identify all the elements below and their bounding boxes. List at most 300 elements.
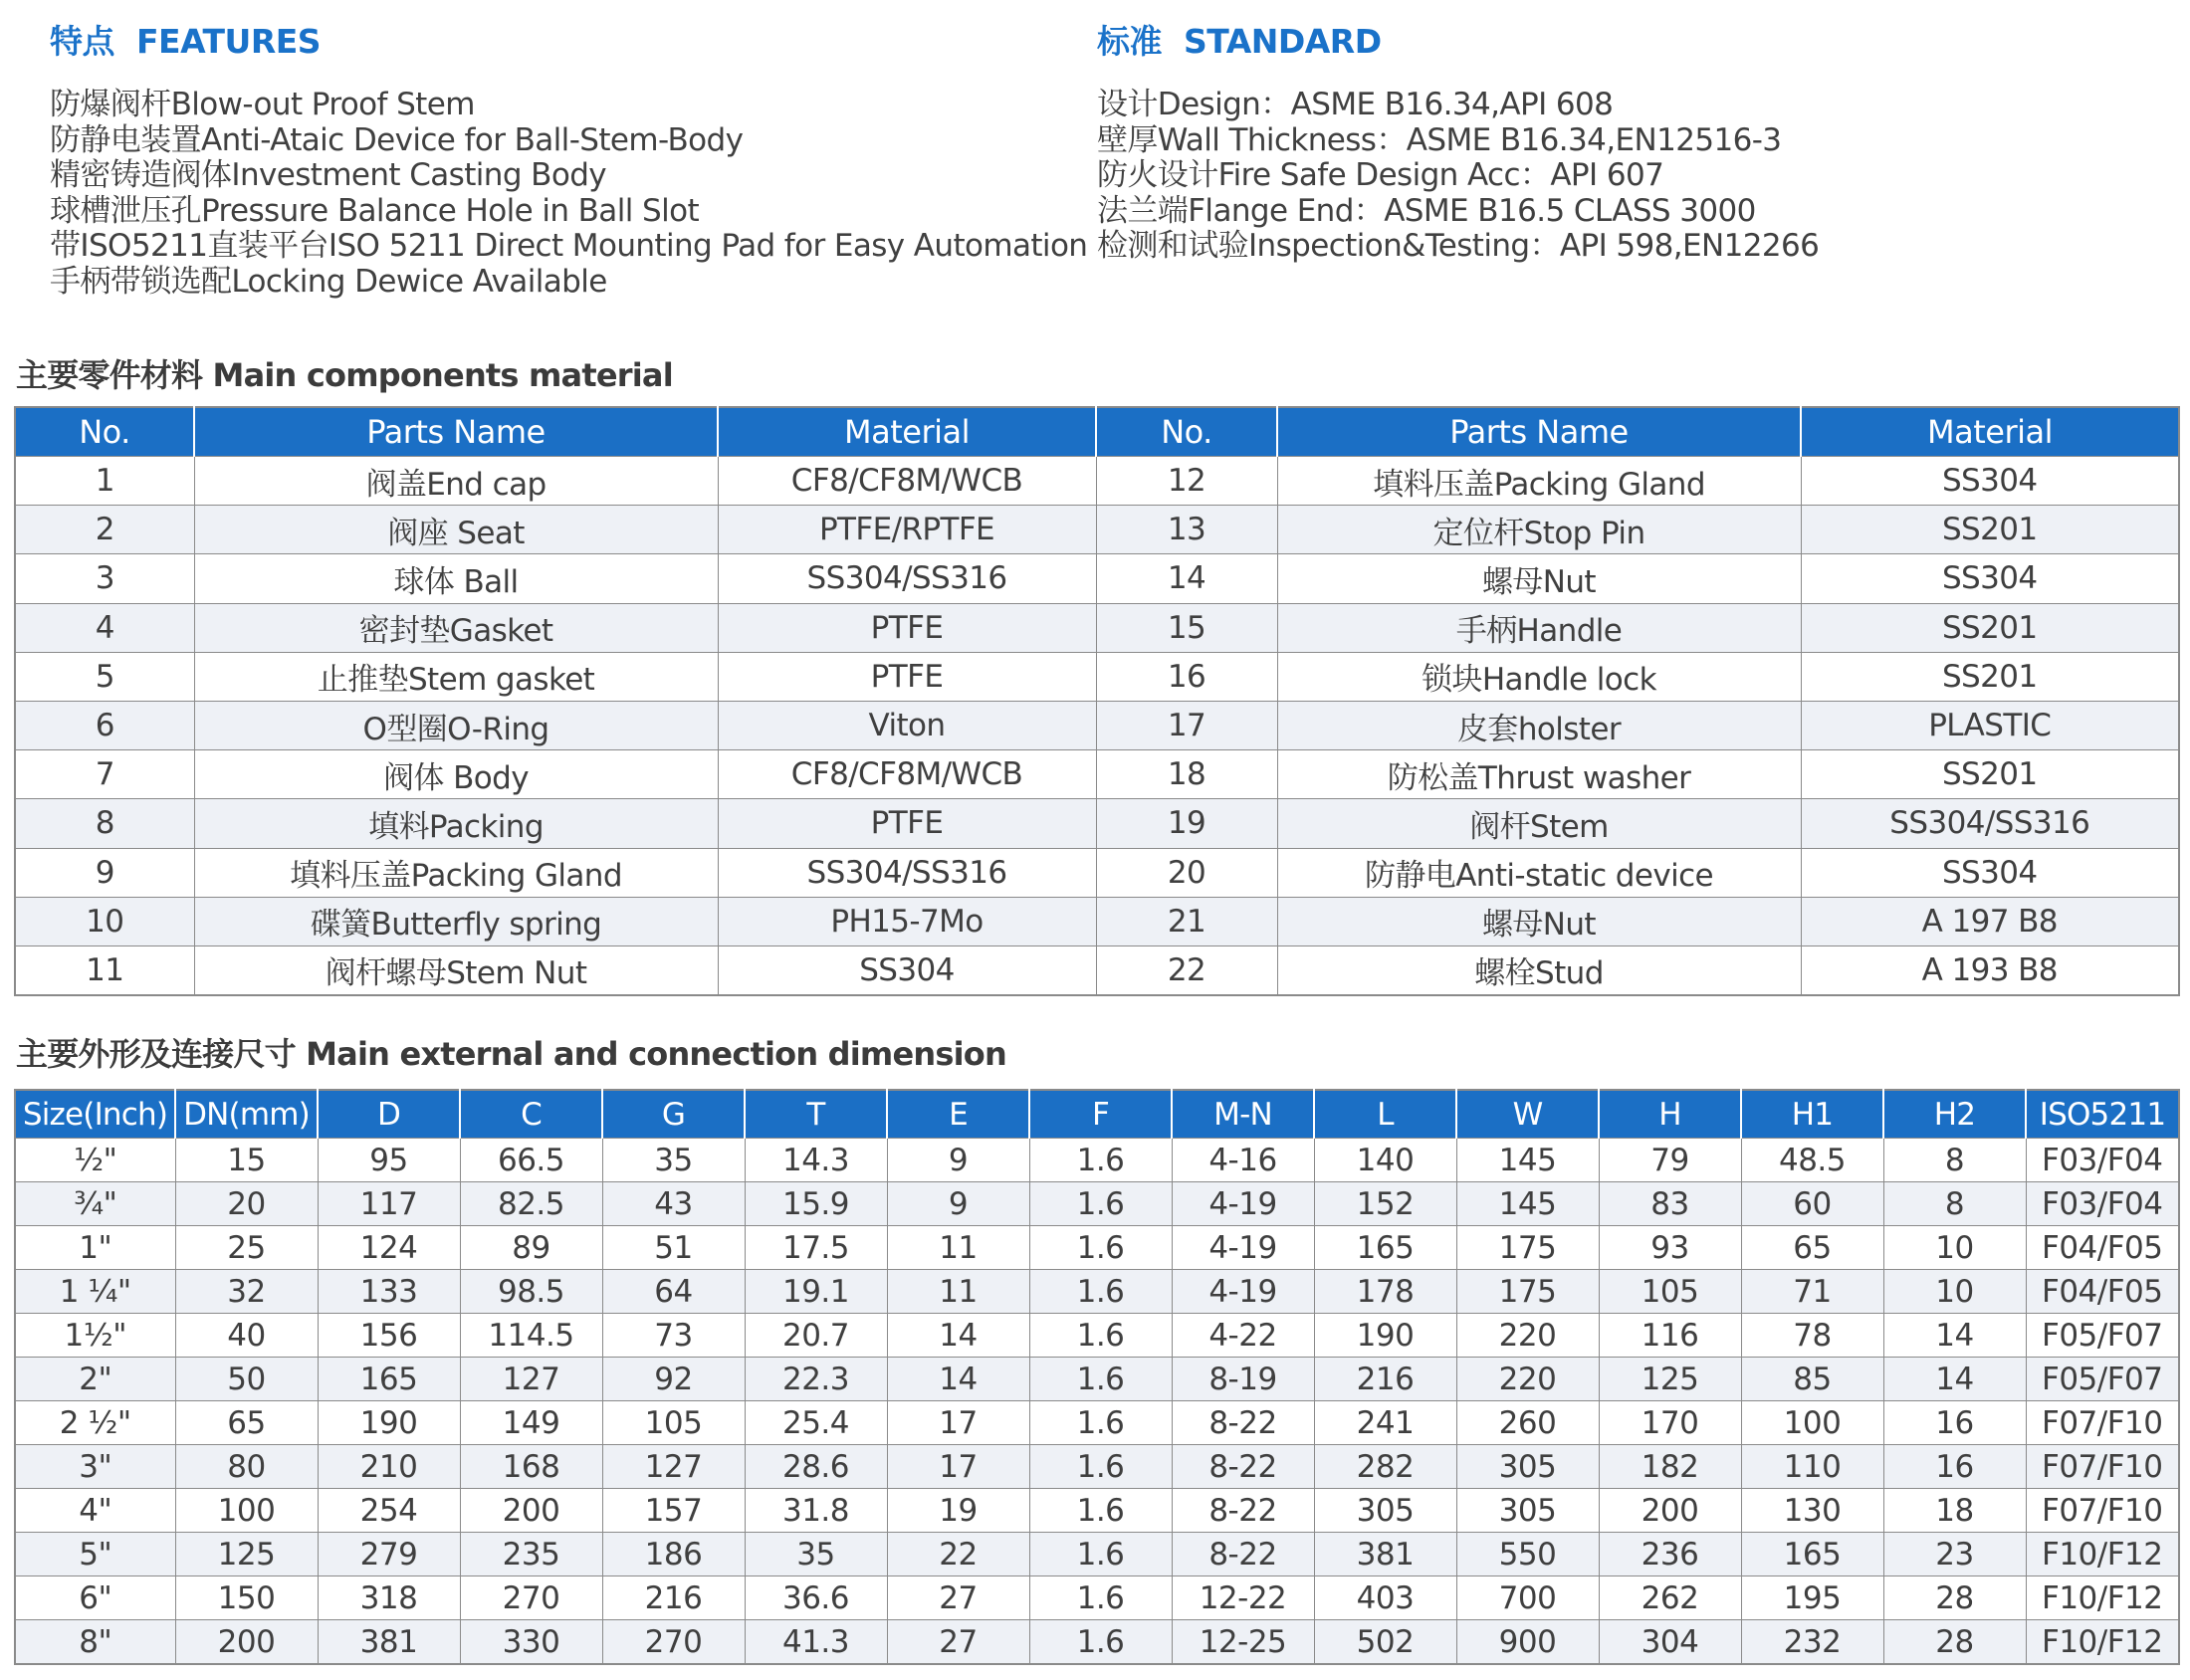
table-cell: SS304/SS316 (1801, 799, 2179, 848)
table-cell: 152 (1314, 1182, 1456, 1226)
table-cell: SS201 (1801, 506, 2179, 554)
table-cell: 填料压盖Packing Gland (194, 848, 718, 897)
table-cell: 14 (1883, 1358, 2026, 1401)
table-cell: SS304 (1801, 554, 2179, 603)
table-cell: 550 (1456, 1533, 1599, 1576)
table-cell: 16 (1883, 1401, 2026, 1445)
table-cell: PTFE (718, 652, 1096, 701)
standard-list (1097, 88, 2152, 265)
table-cell: 11 (15, 945, 194, 995)
feature-item: 精密铸造阀体Investment Casting Body (50, 157, 607, 193)
table-cell: F07/F10 (2026, 1489, 2179, 1533)
table-cell: 31.8 (745, 1489, 887, 1533)
column-header: W (1456, 1090, 1599, 1139)
column-header: H (1599, 1090, 1741, 1139)
features-title (50, 18, 1075, 66)
table-cell: 170 (1599, 1401, 1741, 1445)
table-cell: 100 (175, 1489, 318, 1533)
table-cell: 95 (318, 1139, 460, 1182)
table-cell: 螺栓Stud (1277, 945, 1801, 995)
table-cell: 279 (318, 1533, 460, 1576)
standard-item: 设计Design：ASME B16.34,API 608 (1097, 87, 1614, 122)
table-cell: 236 (1599, 1533, 1741, 1576)
table-cell: 密封垫Gasket (194, 603, 718, 652)
feature-item: 带ISO5211直装平台ISO 5211 Direct Mounting Pad for Easy Automation (50, 228, 1088, 264)
table-cell: 145 (1456, 1182, 1599, 1226)
table-cell: F07/F10 (2026, 1401, 2179, 1445)
table-row (15, 1401, 2179, 1445)
table-cell: 200 (460, 1489, 602, 1533)
table-cell: 232 (1741, 1620, 1883, 1665)
features-title-en: FEATURES (135, 22, 322, 61)
table-cell: 700 (1456, 1576, 1599, 1620)
table-cell: 235 (460, 1533, 602, 1576)
table-cell: 2 ½" (15, 1401, 175, 1445)
standard-title-cn: 标准 (1097, 22, 1162, 61)
table-cell: 178 (1314, 1270, 1456, 1314)
table-cell: 4-19 (1172, 1182, 1314, 1226)
table-row (15, 506, 2179, 554)
column-header: Material (718, 407, 1096, 457)
table-cell: 32 (175, 1270, 318, 1314)
feature-item: 防静电装置Anti-Ataic Device for Ball-Stem-Body (50, 121, 744, 158)
column-header: Size(Inch) (15, 1090, 175, 1139)
table-cell: 4-19 (1172, 1226, 1314, 1270)
standard-item: 壁厚Wall Thickness：ASME B16.34,EN12516-3 (1097, 121, 1782, 158)
table-row (15, 848, 2179, 897)
table-cell: 19 (887, 1489, 1029, 1533)
table-cell: 140 (1314, 1139, 1456, 1182)
table-cell: 282 (1314, 1445, 1456, 1489)
table-cell: 12-22 (1172, 1576, 1314, 1620)
standard-item: 检测和试验Inspection&Testing：API 598,EN12266 (1097, 228, 1820, 264)
table-row (15, 457, 2179, 506)
table-cell: 14 (887, 1358, 1029, 1401)
table-cell: F07/F10 (2026, 1445, 2179, 1489)
table-cell: 1.6 (1029, 1270, 1172, 1314)
table-cell: 锁块Handle lock (1277, 652, 1801, 701)
column-header: T (745, 1090, 887, 1139)
table-cell: 200 (175, 1620, 318, 1665)
table-cell: 1.6 (1029, 1182, 1172, 1226)
table-row (15, 897, 2179, 945)
column-header: No. (1096, 407, 1277, 457)
table-cell: 127 (460, 1358, 602, 1401)
table-cell: 36.6 (745, 1576, 887, 1620)
standard-item: 法兰端Flange End：ASME B16.5 CLASS 3000 (1097, 192, 1756, 229)
table-cell: 22 (887, 1533, 1029, 1576)
table-cell: 9 (15, 848, 194, 897)
table-cell: PTFE (718, 603, 1096, 652)
table-cell: 8-22 (1172, 1533, 1314, 1576)
table-cell: 79 (1599, 1139, 1741, 1182)
table-cell: 190 (1314, 1314, 1456, 1358)
table-cell: 19.1 (745, 1270, 887, 1314)
table-cell: 16 (1883, 1445, 2026, 1489)
table-row (15, 1445, 2179, 1489)
table-cell: 1.6 (1029, 1401, 1172, 1445)
table-cell: 305 (1456, 1445, 1599, 1489)
table-cell: 1.6 (1029, 1445, 1172, 1489)
table-cell: 48.5 (1741, 1139, 1883, 1182)
table-cell: 1½" (15, 1314, 175, 1358)
table-cell: 8-22 (1172, 1401, 1314, 1445)
table-cell: A 197 B8 (1801, 897, 2179, 945)
table-cell: 64 (602, 1270, 745, 1314)
table-cell: 7 (15, 750, 194, 799)
table-cell: 92 (602, 1358, 745, 1401)
table-cell: 8-19 (1172, 1358, 1314, 1401)
table-cell: 1 ¼" (15, 1270, 175, 1314)
table-cell: 165 (318, 1358, 460, 1401)
table-cell: SS201 (1801, 603, 2179, 652)
table-cell: CF8/CF8M/WCB (718, 750, 1096, 799)
table-cell: 15 (175, 1139, 318, 1182)
table-cell: 40 (175, 1314, 318, 1358)
table-row (15, 1620, 2179, 1665)
table-row (15, 554, 2179, 603)
table-cell: 20.7 (745, 1314, 887, 1358)
table-cell: 止推垫Stem gasket (194, 652, 718, 701)
table-cell: F04/F05 (2026, 1270, 2179, 1314)
standard-title (1097, 18, 2152, 66)
table-cell: 18 (1096, 750, 1277, 799)
table-cell: 阀杆螺母Stem Nut (194, 945, 718, 995)
table-cell: PLASTIC (1801, 701, 2179, 749)
table-cell: 碟簧Butterfly spring (194, 897, 718, 945)
table-cell: 105 (1599, 1270, 1741, 1314)
table-cell: 124 (318, 1226, 460, 1270)
table-cell: 27 (887, 1620, 1029, 1665)
table-cell: 4" (15, 1489, 175, 1533)
table-cell: 10 (15, 897, 194, 945)
standard-item: 防火设计Fire Safe Design Acc：API 607 (1097, 157, 1664, 193)
table-cell: F04/F05 (2026, 1226, 2179, 1270)
table-cell: 25.4 (745, 1401, 887, 1445)
table-cell: 220 (1456, 1314, 1599, 1358)
table-row (15, 1270, 2179, 1314)
table-cell: 皮套holster (1277, 701, 1801, 749)
table-cell: ¾" (15, 1182, 175, 1226)
table-cell: 133 (318, 1270, 460, 1314)
table-cell: 填料Packing (194, 799, 718, 848)
table-cell: 220 (1456, 1358, 1599, 1401)
table-cell: PTFE/RPTFE (718, 506, 1096, 554)
table-row (15, 1314, 2179, 1358)
table-cell: 41.3 (745, 1620, 887, 1665)
table-cell: 165 (1314, 1226, 1456, 1270)
table-cell: 93 (1599, 1226, 1741, 1270)
table-cell: 175 (1456, 1270, 1599, 1314)
table-cell: 85 (1741, 1358, 1883, 1401)
table-cell: 填料压盖Packing Gland (1277, 457, 1801, 506)
column-header: L (1314, 1090, 1456, 1139)
table-cell: 305 (1314, 1489, 1456, 1533)
table-cell: 12-25 (1172, 1620, 1314, 1665)
table-cell: 1.6 (1029, 1139, 1172, 1182)
table-cell: 4 (15, 603, 194, 652)
table-cell: 318 (318, 1576, 460, 1620)
table-cell: 1.6 (1029, 1358, 1172, 1401)
table-cell: 1.6 (1029, 1314, 1172, 1358)
table-cell: 381 (318, 1620, 460, 1665)
table-cell: 10 (1883, 1226, 2026, 1270)
table-cell: 阀体 Body (194, 750, 718, 799)
table-cell: 35 (602, 1139, 745, 1182)
table-cell: 28.6 (745, 1445, 887, 1489)
table-cell: 22 (1096, 945, 1277, 995)
table-cell: 18 (1883, 1489, 2026, 1533)
table-cell: 2 (15, 506, 194, 554)
table-cell: 阀杆Stem (1277, 799, 1801, 848)
table-cell: 270 (460, 1576, 602, 1620)
column-header: DN(mm) (175, 1090, 318, 1139)
table-cell: O型圈O-Ring (194, 701, 718, 749)
table-cell: 防松盖Thrust washer (1277, 750, 1801, 799)
table-cell: 381 (1314, 1533, 1456, 1576)
table-cell: 防静电Anti-static device (1277, 848, 1801, 897)
table-cell: PTFE (718, 799, 1096, 848)
table-cell: SS201 (1801, 652, 2179, 701)
table-cell: 17 (887, 1401, 1029, 1445)
table-cell: 65 (175, 1401, 318, 1445)
table-cell: 100 (1741, 1401, 1883, 1445)
table-cell: 手柄Handle (1277, 603, 1801, 652)
table-cell: 14 (1096, 554, 1277, 603)
table-cell: 13 (1096, 506, 1277, 554)
table-cell: 105 (602, 1401, 745, 1445)
column-header: No. (15, 407, 194, 457)
table-cell: 156 (318, 1314, 460, 1358)
table-cell: 19 (1096, 799, 1277, 848)
table-cell: 17.5 (745, 1226, 887, 1270)
dimension-header-row (15, 1090, 2179, 1139)
table-cell: 130 (1741, 1489, 1883, 1533)
table-cell: 11 (887, 1226, 1029, 1270)
table-cell: 1.6 (1029, 1533, 1172, 1576)
table-cell: 175 (1456, 1226, 1599, 1270)
table-cell: 190 (318, 1401, 460, 1445)
table-cell: 127 (602, 1445, 745, 1489)
table-cell: 2" (15, 1358, 175, 1401)
table-cell: 14 (887, 1314, 1029, 1358)
table-cell: 25 (175, 1226, 318, 1270)
feature-item: 球槽泄压孔Pressure Balance Hole in Ball Slot (50, 192, 700, 229)
table-cell: 110 (1741, 1445, 1883, 1489)
table-cell: SS304/SS316 (718, 554, 1096, 603)
table-cell: SS304 (1801, 457, 2179, 506)
table-cell: 304 (1599, 1620, 1741, 1665)
table-cell: 4-22 (1172, 1314, 1314, 1358)
table-cell: ½" (15, 1139, 175, 1182)
dimensions-title: 主要外形及连接尺寸 Main external and connection dimension (16, 1035, 1006, 1073)
table-row (15, 1533, 2179, 1576)
table-cell: F10/F12 (2026, 1576, 2179, 1620)
feature-item: 防爆阀杆Blow-out Proof Stem (50, 87, 475, 122)
table-cell: 182 (1599, 1445, 1741, 1489)
table-cell: 5 (15, 652, 194, 701)
column-header: D (318, 1090, 460, 1139)
table-cell: 241 (1314, 1401, 1456, 1445)
table-cell: 28 (1883, 1620, 2026, 1665)
table-row (15, 1182, 2179, 1226)
table-cell: 73 (602, 1314, 745, 1358)
table-cell: 8-22 (1172, 1445, 1314, 1489)
table-cell: 35 (745, 1533, 887, 1576)
table-cell: Viton (718, 701, 1096, 749)
table-cell: 4-19 (1172, 1270, 1314, 1314)
table-cell: 186 (602, 1533, 745, 1576)
table-cell: 16 (1096, 652, 1277, 701)
standard-section (1097, 18, 2152, 265)
table-row (15, 1226, 2179, 1270)
table-cell: 8 (15, 799, 194, 848)
table-cell: 17 (887, 1445, 1029, 1489)
table-cell: 螺母Nut (1277, 897, 1801, 945)
table-cell: 117 (318, 1182, 460, 1226)
table-cell: 4-16 (1172, 1139, 1314, 1182)
table-cell: 8" (15, 1620, 175, 1665)
table-cell: 15.9 (745, 1182, 887, 1226)
table-cell: 27 (887, 1576, 1029, 1620)
table-row (15, 1358, 2179, 1401)
table-cell: 165 (1741, 1533, 1883, 1576)
column-header: C (460, 1090, 602, 1139)
table-cell: 1.6 (1029, 1620, 1172, 1665)
column-header: H1 (1741, 1090, 1883, 1139)
table-row (15, 701, 2179, 749)
table-cell: F05/F07 (2026, 1358, 2179, 1401)
table-cell: 200 (1599, 1489, 1741, 1533)
table-cell: 阀盖End cap (194, 457, 718, 506)
table-cell: 210 (318, 1445, 460, 1489)
table-row (15, 603, 2179, 652)
table-cell: 98.5 (460, 1270, 602, 1314)
table-cell: 305 (1456, 1489, 1599, 1533)
column-header: Parts Name (194, 407, 718, 457)
table-cell: 60 (1741, 1182, 1883, 1226)
column-header: F (1029, 1090, 1172, 1139)
table-cell: 145 (1456, 1139, 1599, 1182)
table-row (15, 750, 2179, 799)
standard-title-en: STANDARD (1183, 22, 1382, 61)
table-cell: F05/F07 (2026, 1314, 2179, 1358)
table-row (15, 1139, 2179, 1182)
table-cell: 11 (887, 1270, 1029, 1314)
table-cell: 502 (1314, 1620, 1456, 1665)
table-cell: 125 (1599, 1358, 1741, 1401)
column-header: E (887, 1090, 1029, 1139)
table-cell: 3 (15, 554, 194, 603)
table-cell: F03/F04 (2026, 1139, 2179, 1182)
table-cell: 阀座 Seat (194, 506, 718, 554)
table-cell: 50 (175, 1358, 318, 1401)
table-cell: 83 (1599, 1182, 1741, 1226)
table-cell: SS304 (718, 945, 1096, 995)
table-cell: 14.3 (745, 1139, 887, 1182)
column-header: Material (1801, 407, 2179, 457)
components-title: 主要零件材料 Main components material (16, 356, 673, 394)
table-cell: 157 (602, 1489, 745, 1533)
table-row (15, 799, 2179, 848)
column-header: ISO5211 (2026, 1090, 2179, 1139)
table-cell: 262 (1599, 1576, 1741, 1620)
table-cell: 10 (1883, 1270, 2026, 1314)
table-cell: 216 (1314, 1358, 1456, 1401)
table-cell: 14 (1883, 1314, 2026, 1358)
table-cell: 6" (15, 1576, 175, 1620)
table-cell: 270 (602, 1620, 745, 1665)
table-cell: 9 (887, 1182, 1029, 1226)
column-header: G (602, 1090, 745, 1139)
table-cell: 6 (15, 701, 194, 749)
table-cell: 20 (175, 1182, 318, 1226)
table-cell: 3" (15, 1445, 175, 1489)
table-cell: 403 (1314, 1576, 1456, 1620)
column-header: Parts Name (1277, 407, 1801, 457)
table-cell: 51 (602, 1226, 745, 1270)
table-cell: 定位杆Stop Pin (1277, 506, 1801, 554)
table-cell: 260 (1456, 1401, 1599, 1445)
table-cell: 89 (460, 1226, 602, 1270)
table-cell: 150 (175, 1576, 318, 1620)
table-cell: SS304 (1801, 848, 2179, 897)
table-cell: 82.5 (460, 1182, 602, 1226)
table-cell: 1.6 (1029, 1576, 1172, 1620)
table-cell: 168 (460, 1445, 602, 1489)
table-cell: SS201 (1801, 750, 2179, 799)
table-cell: 254 (318, 1489, 460, 1533)
table-cell: A 193 B8 (1801, 945, 2179, 995)
table-cell: 216 (602, 1576, 745, 1620)
table-cell: 71 (1741, 1270, 1883, 1314)
table-cell: 1.6 (1029, 1226, 1172, 1270)
column-header: H2 (1883, 1090, 2026, 1139)
features-section (50, 18, 1088, 300)
table-cell: 1 (15, 457, 194, 506)
table-cell: 65 (1741, 1226, 1883, 1270)
components-header-row (15, 407, 2179, 457)
dimension-table (14, 1089, 2180, 1665)
column-header: M-N (1172, 1090, 1314, 1139)
table-cell: 21 (1096, 897, 1277, 945)
table-cell: F10/F12 (2026, 1533, 2179, 1576)
table-cell: 195 (1741, 1576, 1883, 1620)
components-table (14, 406, 2180, 996)
table-cell: 8 (1883, 1139, 2026, 1182)
table-cell: 28 (1883, 1576, 2026, 1620)
table-cell: CF8/CF8M/WCB (718, 457, 1096, 506)
table-cell: 5" (15, 1533, 175, 1576)
table-cell: 116 (1599, 1314, 1741, 1358)
table-cell: 螺母Nut (1277, 554, 1801, 603)
table-cell: 900 (1456, 1620, 1599, 1665)
table-cell: 78 (1741, 1314, 1883, 1358)
table-cell: 12 (1096, 457, 1277, 506)
feature-item: 手柄带锁选配Locking Dewice Available (50, 263, 607, 300)
table-cell: 330 (460, 1620, 602, 1665)
table-cell: 球体 Ball (194, 554, 718, 603)
table-row (15, 945, 2179, 995)
table-cell: F10/F12 (2026, 1620, 2179, 1665)
table-row (15, 652, 2179, 701)
table-cell: 9 (887, 1139, 1029, 1182)
table-cell: 114.5 (460, 1314, 602, 1358)
table-cell: 8 (1883, 1182, 2026, 1226)
table-cell: 43 (602, 1182, 745, 1226)
features-title-cn: 特点 (50, 22, 114, 61)
table-cell: 149 (460, 1401, 602, 1445)
